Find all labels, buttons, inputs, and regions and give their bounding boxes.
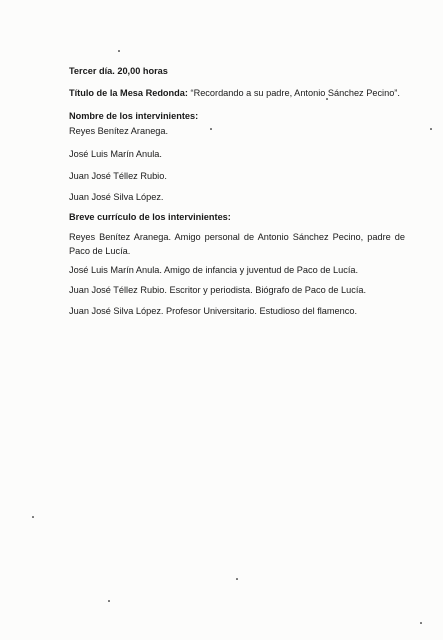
round-table-title-label: Título de la Mesa Redonda: (69, 88, 188, 98)
speakers-heading: Nombre de los intervinientes: (69, 111, 199, 121)
scan-speck (108, 600, 110, 602)
speaker-name: Juan José Téllez Rubio. (69, 171, 167, 181)
speaker-cv: Juan José Silva López. Profesor Universitario. Estudioso del flamenco. (69, 306, 358, 316)
round-table-title-value: “Recordando a su padre, Antonio Sánchez Pecino”. (187, 88, 400, 98)
speaker-name: José Luis Marín Anula. (69, 149, 162, 159)
scan-speck (118, 50, 120, 52)
scan-speck (326, 98, 328, 100)
scan-speck (430, 128, 432, 130)
speaker-cv: José Luis Marín Anula. Amigo de infancia y juventud de Paco de Lucía. (69, 265, 359, 275)
round-table-title-line (69, 86, 400, 100)
day-time-line: Tercer día. 20,00 horas (69, 66, 168, 76)
speaker-cv: Reyes Benítez Aranega. Amigo personal de Antonio Sánchez Pecino, padre de Paco de Lucía. (69, 232, 405, 256)
scan-speck (420, 622, 422, 624)
speaker-cv: Juan José Téllez Rubio. Escritor y periodista. Biógrafo de Paco de Lucía. (69, 285, 367, 295)
speaker-name: Reyes Benítez Aranega. (69, 126, 169, 136)
cv-heading: Breve currículo de los intervinientes: (69, 212, 231, 222)
scan-speck (210, 128, 212, 130)
speaker-name: Juan José Silva López. (69, 192, 164, 202)
scan-speck (236, 578, 238, 580)
scan-speck (32, 516, 34, 518)
